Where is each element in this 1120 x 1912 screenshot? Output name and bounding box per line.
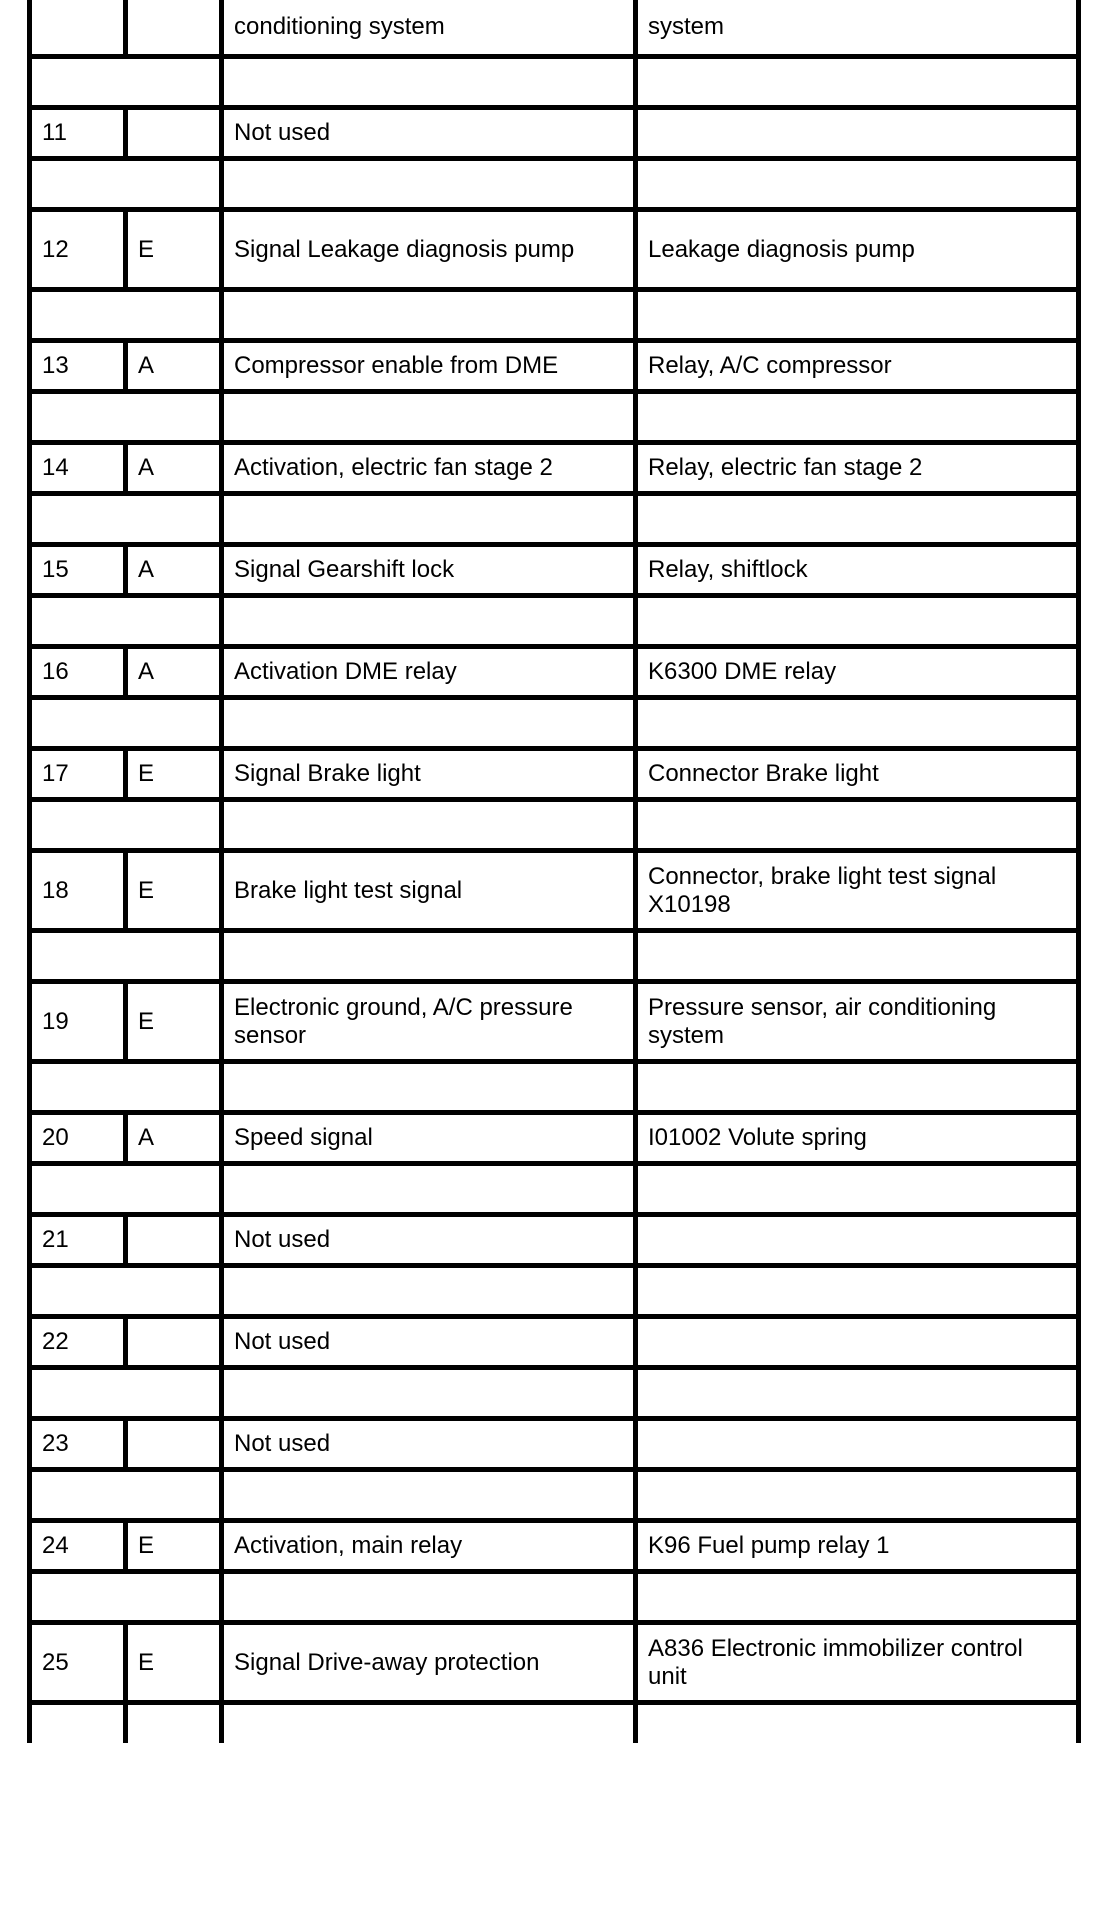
spacer-row bbox=[30, 290, 1079, 341]
spacer-cell bbox=[222, 159, 636, 210]
target-cell: I01002 Volute spring bbox=[636, 1113, 1079, 1164]
spacer-row bbox=[30, 1062, 1079, 1113]
pin-cell bbox=[30, 0, 126, 57]
spacer-cell bbox=[222, 494, 636, 545]
type-cell bbox=[126, 1317, 222, 1368]
type-cell bbox=[126, 108, 222, 159]
table-row bbox=[30, 647, 1079, 698]
spacer-cell bbox=[222, 392, 636, 443]
pin-cell: 18 bbox=[30, 851, 126, 931]
target-cell: A836 Electronic immobilizer control unit bbox=[636, 1623, 1079, 1703]
target-cell: Leakage diagnosis pump bbox=[636, 210, 1079, 290]
table-row bbox=[30, 1521, 1079, 1572]
spacer-row bbox=[30, 1572, 1079, 1623]
spacer-row bbox=[30, 1368, 1079, 1419]
type-cell: A bbox=[126, 647, 222, 698]
spacer-cell bbox=[636, 1164, 1079, 1215]
spacer-cell bbox=[222, 596, 636, 647]
target-cell: K96 Fuel pump relay 1 bbox=[636, 1521, 1079, 1572]
target-cell: system bbox=[636, 0, 1079, 57]
spacer-cell bbox=[222, 1572, 636, 1623]
spacer-row bbox=[30, 1164, 1079, 1215]
type-cell: A bbox=[126, 545, 222, 596]
spacer-cell bbox=[636, 698, 1079, 749]
spacer-row bbox=[30, 1703, 1079, 1744]
spacer-cell bbox=[30, 1164, 222, 1215]
target-cell bbox=[636, 1419, 1079, 1470]
spacer-row bbox=[30, 1266, 1079, 1317]
type-cell: E bbox=[126, 1521, 222, 1572]
spacer-row bbox=[30, 800, 1079, 851]
spacer-cell bbox=[222, 1062, 636, 1113]
table-row bbox=[30, 1623, 1079, 1703]
pin-cell: 13 bbox=[30, 341, 126, 392]
spacer-cell bbox=[222, 800, 636, 851]
spacer-cell bbox=[30, 800, 222, 851]
spacer-cell bbox=[222, 57, 636, 108]
table-row bbox=[30, 443, 1079, 494]
spacer-cell bbox=[222, 1703, 636, 1744]
spacer-cell bbox=[636, 1470, 1079, 1521]
description-cell: Signal Leakage diagnosis pump bbox=[222, 210, 636, 290]
spacer-cell bbox=[30, 698, 222, 749]
spacer-cell bbox=[636, 290, 1079, 341]
spacer-cell bbox=[30, 1703, 126, 1744]
type-cell bbox=[126, 1419, 222, 1470]
spacer-cell bbox=[222, 1368, 636, 1419]
spacer-cell bbox=[30, 1368, 222, 1419]
spacer-cell bbox=[30, 1266, 222, 1317]
spacer-row bbox=[30, 596, 1079, 647]
pin-cell: 11 bbox=[30, 108, 126, 159]
pin-cell: 24 bbox=[30, 1521, 126, 1572]
description-cell: Brake light test signal bbox=[222, 851, 636, 931]
description-cell: conditioning system bbox=[222, 0, 636, 57]
target-cell: Relay, shiftlock bbox=[636, 545, 1079, 596]
pin-cell: 20 bbox=[30, 1113, 126, 1164]
description-cell: Signal Drive-away protection bbox=[222, 1623, 636, 1703]
spacer-cell bbox=[636, 1703, 1079, 1744]
pin-cell: 23 bbox=[30, 1419, 126, 1470]
table-row bbox=[30, 1215, 1079, 1266]
description-cell: Not used bbox=[222, 1419, 636, 1470]
spacer-cell bbox=[636, 159, 1079, 210]
spacer-row bbox=[30, 1470, 1079, 1521]
spacer-cell bbox=[636, 392, 1079, 443]
target-cell: Pressure sensor, air conditioning system bbox=[636, 982, 1079, 1062]
target-cell bbox=[636, 1317, 1079, 1368]
spacer-row bbox=[30, 159, 1079, 210]
spacer-cell bbox=[636, 1572, 1079, 1623]
target-cell bbox=[636, 1215, 1079, 1266]
type-cell: E bbox=[126, 851, 222, 931]
spacer-cell bbox=[636, 1266, 1079, 1317]
type-cell: A bbox=[126, 443, 222, 494]
table-row bbox=[30, 210, 1079, 290]
description-cell: Not used bbox=[222, 1215, 636, 1266]
type-cell: E bbox=[126, 210, 222, 290]
spacer-cell bbox=[636, 1062, 1079, 1113]
spacer-cell bbox=[222, 290, 636, 341]
description-cell: Not used bbox=[222, 1317, 636, 1368]
spacer-cell bbox=[222, 1164, 636, 1215]
target-cell: Connector, brake light test signal X10198 bbox=[636, 851, 1079, 931]
pin-cell: 15 bbox=[30, 545, 126, 596]
description-cell: Electronic ground, A/C pressure sensor bbox=[222, 982, 636, 1062]
spacer-cell bbox=[30, 596, 222, 647]
description-cell: Signal Gearshift lock bbox=[222, 545, 636, 596]
spacer-cell bbox=[30, 1470, 222, 1521]
spacer-cell bbox=[126, 1703, 222, 1744]
spacer-cell bbox=[30, 159, 222, 210]
type-cell: A bbox=[126, 1113, 222, 1164]
spacer-cell bbox=[30, 57, 222, 108]
target-cell: Connector Brake light bbox=[636, 749, 1079, 800]
pin-cell: 25 bbox=[30, 1623, 126, 1703]
pin-cell: 14 bbox=[30, 443, 126, 494]
spacer-cell bbox=[222, 931, 636, 982]
table-body bbox=[30, 0, 1079, 1743]
table-row bbox=[30, 982, 1079, 1062]
table-row bbox=[30, 1113, 1079, 1164]
target-cell: Relay, electric fan stage 2 bbox=[636, 443, 1079, 494]
type-cell bbox=[126, 1215, 222, 1266]
table-row bbox=[30, 1419, 1079, 1470]
pin-assignment-table bbox=[27, 0, 1081, 1743]
table-row bbox=[30, 341, 1079, 392]
spacer-cell bbox=[30, 931, 222, 982]
spacer-cell bbox=[636, 596, 1079, 647]
pin-cell: 22 bbox=[30, 1317, 126, 1368]
target-cell bbox=[636, 108, 1079, 159]
spacer-cell bbox=[222, 698, 636, 749]
spacer-cell bbox=[636, 494, 1079, 545]
description-cell: Signal Brake light bbox=[222, 749, 636, 800]
type-cell: E bbox=[126, 749, 222, 800]
pin-cell: 21 bbox=[30, 1215, 126, 1266]
spacer-cell bbox=[30, 1062, 222, 1113]
table-row bbox=[30, 545, 1079, 596]
description-cell: Activation, main relay bbox=[222, 1521, 636, 1572]
description-cell: Activation, electric fan stage 2 bbox=[222, 443, 636, 494]
type-cell bbox=[126, 0, 222, 57]
spacer-cell bbox=[636, 800, 1079, 851]
pin-cell: 19 bbox=[30, 982, 126, 1062]
spacer-row bbox=[30, 392, 1079, 443]
description-cell: Compressor enable from DME bbox=[222, 341, 636, 392]
table-row bbox=[30, 1317, 1079, 1368]
spacer-row bbox=[30, 57, 1079, 108]
spacer-cell bbox=[636, 57, 1079, 108]
table-row bbox=[30, 851, 1079, 931]
type-cell: A bbox=[126, 341, 222, 392]
pin-cell: 17 bbox=[30, 749, 126, 800]
pin-cell: 12 bbox=[30, 210, 126, 290]
spacer-cell bbox=[636, 931, 1079, 982]
spacer-cell bbox=[222, 1266, 636, 1317]
spacer-row bbox=[30, 931, 1079, 982]
target-cell: Relay, A/C compressor bbox=[636, 341, 1079, 392]
type-cell: E bbox=[126, 982, 222, 1062]
type-cell: E bbox=[126, 1623, 222, 1703]
table-row bbox=[30, 108, 1079, 159]
spacer-cell bbox=[636, 1368, 1079, 1419]
table-row bbox=[30, 749, 1079, 800]
spacer-cell bbox=[222, 1470, 636, 1521]
description-cell: Not used bbox=[222, 108, 636, 159]
table-row-continued bbox=[30, 0, 1079, 57]
spacer-cell bbox=[30, 1572, 222, 1623]
description-cell: Activation DME relay bbox=[222, 647, 636, 698]
pin-cell: 16 bbox=[30, 647, 126, 698]
spacer-cell bbox=[30, 494, 222, 545]
spacer-row bbox=[30, 698, 1079, 749]
spacer-row bbox=[30, 494, 1079, 545]
target-cell: K6300 DME relay bbox=[636, 647, 1079, 698]
spacer-cell bbox=[30, 290, 222, 341]
spacer-cell bbox=[30, 392, 222, 443]
description-cell: Speed signal bbox=[222, 1113, 636, 1164]
